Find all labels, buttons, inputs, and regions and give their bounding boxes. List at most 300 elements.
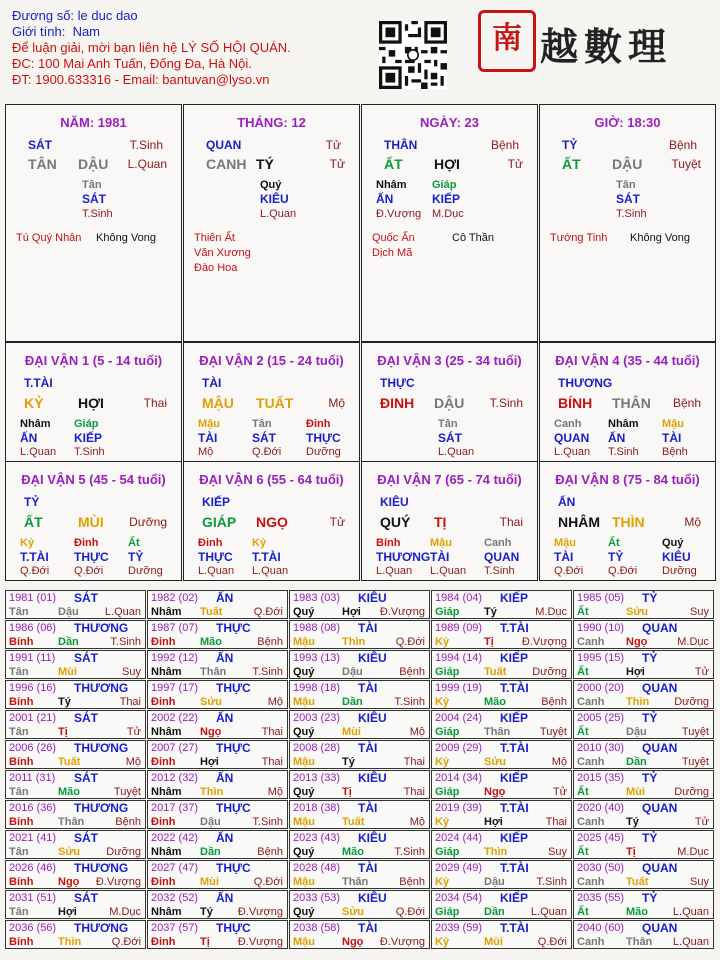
pillar-3 <box>539 104 716 342</box>
heavenly-stem: Bính <box>9 636 34 648</box>
ten-god-label: TỶ <box>642 771 658 785</box>
year-label: 1985 (05) <box>577 592 625 604</box>
ten-god-label: SÁT <box>28 138 52 152</box>
earthly-branch: Sửu <box>342 906 365 918</box>
life-stage: Bệnh <box>257 636 283 648</box>
year-cell[interactable] <box>5 770 146 799</box>
year-label: 2002 (22) <box>151 712 199 724</box>
year-cell[interactable] <box>5 650 146 679</box>
ten-god-label: ẤN <box>216 831 234 845</box>
dai-van-title: ĐẠI VẬN 3 (25 - 34 tuổi) <box>377 353 522 368</box>
hidden-god: KIẾP <box>432 192 461 206</box>
year-cell[interactable] <box>289 620 430 649</box>
earthly-branch: Ngọ <box>342 936 364 948</box>
dai-van-3 <box>361 342 538 462</box>
ten-god-label: THƯƠNG <box>558 376 613 390</box>
year-label: 2032 (52) <box>151 892 199 904</box>
ten-god-label: QUAN <box>206 138 242 152</box>
ten-god-label: T.TÀI <box>500 681 529 695</box>
heavenly-stem: Tân <box>9 666 29 678</box>
hidden-god: THỰC <box>306 431 341 445</box>
life-stage: T.Sinh <box>252 666 283 678</box>
year-cell[interactable] <box>431 890 572 919</box>
year-label: 2039 (59) <box>435 922 483 934</box>
life-stage: Dưỡng <box>106 846 141 858</box>
earthly-branch: Hợi <box>200 756 219 768</box>
heavenly-stem: Ất <box>577 786 589 798</box>
hidden-stem: Tân <box>252 418 272 430</box>
year-label: 2005 (25) <box>577 712 625 724</box>
year-label: 1996 (16) <box>9 682 57 694</box>
year-cell[interactable] <box>431 920 572 949</box>
life-stage: Tử <box>694 666 709 678</box>
heavenly-stem: Canh <box>577 816 605 828</box>
earthly-branch: Hợi <box>626 666 645 678</box>
earthly-branch: Tuất <box>626 876 649 888</box>
annual-luck-table <box>5 590 714 952</box>
star-left: Quốc Ấn <box>372 232 415 244</box>
year-cell[interactable] <box>5 680 146 709</box>
year-label: 2026 (46) <box>9 862 57 874</box>
ten-god-label: THƯƠNG <box>74 741 129 755</box>
year-label: 1983 (03) <box>293 592 341 604</box>
hidden-stem: Kỷ <box>252 537 267 549</box>
ten-god-label: QUAN <box>642 681 678 695</box>
ten-god-label: ẤN <box>216 711 234 725</box>
heavenly-stem: Canh <box>577 756 605 768</box>
name-value: le duc dao <box>77 8 138 23</box>
earthly-branch: Tị <box>200 936 210 948</box>
hidden-god: QUAN <box>554 431 590 445</box>
heavenly-stem: Nhâm <box>151 666 182 678</box>
heavenly-stem: Giáp <box>435 786 460 798</box>
year-cell[interactable] <box>5 830 146 859</box>
hidden-stem: Mậu <box>554 537 576 549</box>
ten-god-label: QUAN <box>642 621 678 635</box>
hidden-stem: Nhâm <box>608 418 639 430</box>
year-label: 2001 (21) <box>9 712 57 724</box>
hidden-god: ẤN <box>376 192 394 206</box>
life-stage: Đ.Vượng <box>379 936 425 948</box>
year-cell[interactable] <box>431 590 572 619</box>
ten-god-label: THƯƠNG <box>74 861 129 875</box>
life-stage: Tuyệt <box>681 726 709 738</box>
life-stage: Tử <box>694 816 709 828</box>
star-left: Tú Quý Nhân <box>16 232 82 244</box>
hidden-stem: Quý <box>662 537 684 549</box>
ten-god-label: THỰC <box>216 741 251 755</box>
dai-van-6 <box>183 461 360 581</box>
ten-god-label: SÁT <box>74 591 98 605</box>
year-cell[interactable] <box>147 800 288 829</box>
ten-god-label: KIÊU <box>380 495 409 509</box>
earthly-branch: Ngọ <box>58 876 80 888</box>
year-label: 1984 (04) <box>435 592 483 604</box>
earthly-branch: Sửu <box>484 756 507 768</box>
earthly-branch: Ngọ <box>626 636 648 648</box>
heavenly-stem: Giáp <box>435 846 460 858</box>
hidden-stage: Bệnh <box>662 446 688 458</box>
ten-god-label: KIÊU <box>358 831 387 845</box>
year-cell[interactable] <box>5 920 146 949</box>
ten-god-label: T.TÀI <box>500 621 529 635</box>
ten-god-label: THỰC <box>380 376 415 390</box>
year-cell[interactable] <box>147 770 288 799</box>
earthly-branch: Thân <box>484 726 511 738</box>
ten-god-label: THỰC <box>216 801 251 815</box>
year-label: 2024 (44) <box>435 832 483 844</box>
dai-van-7 <box>361 461 538 581</box>
year-label: 2036 (56) <box>9 922 57 934</box>
life-stage: Tuyệt <box>681 756 709 768</box>
life-stage: Suy <box>690 606 709 618</box>
year-label: 2035 (55) <box>577 892 625 904</box>
year-cell[interactable] <box>147 920 288 949</box>
dai-van-title: ĐẠI VẬN 7 (65 - 74 tuổi) <box>377 472 522 487</box>
life-stage: L.Quan <box>672 936 709 948</box>
earthly-branch: Tuất <box>200 606 223 618</box>
year-label: 2012 (32) <box>151 772 199 784</box>
heavenly-stem: QUÝ <box>380 514 411 530</box>
heavenly-stem: Canh <box>577 936 605 948</box>
heavenly-stem: Đinh <box>151 936 176 948</box>
life-stage: Bệnh <box>541 696 567 708</box>
heavenly-stem: TÂN <box>28 156 57 172</box>
earthly-branch: Sửu <box>58 846 81 858</box>
year-label: 2009 (29) <box>435 742 483 754</box>
life-stage: Mộ <box>267 696 283 708</box>
year-cell[interactable] <box>5 620 146 649</box>
hidden-stage: Dưỡng <box>128 565 163 577</box>
hidden-stem: Nhâm <box>376 179 407 191</box>
ten-god-label: KIẾP <box>500 771 529 785</box>
year-cell[interactable] <box>5 590 146 619</box>
ten-god-label: THƯƠNG <box>74 681 129 695</box>
year-cell[interactable] <box>289 740 430 769</box>
year-cell[interactable] <box>147 680 288 709</box>
hidden-stage: Đ.Vượng <box>376 208 422 220</box>
year-cell[interactable] <box>147 650 288 679</box>
year-label: 2037 (57) <box>151 922 199 934</box>
year-cell[interactable] <box>573 590 714 619</box>
year-cell[interactable] <box>5 890 146 919</box>
ten-god-label: KIÊU <box>358 711 387 725</box>
ten-god-label: TỶ <box>24 495 40 509</box>
year-cell[interactable] <box>431 740 572 769</box>
earthly-branch: Thân <box>58 816 85 828</box>
year-cell[interactable] <box>289 920 430 949</box>
heavenly-stem: Nhâm <box>151 906 182 918</box>
hidden-stem: Tân <box>82 179 102 191</box>
heavenly-stem: Đinh <box>151 876 176 888</box>
year-cell[interactable] <box>147 590 288 619</box>
earthly-branch: Dần <box>342 696 363 708</box>
year-cell[interactable] <box>573 740 714 769</box>
hidden-god: TÀI <box>554 550 574 564</box>
hidden-god: THỰC <box>198 550 233 564</box>
heavenly-stem: BÍNH <box>558 395 593 411</box>
year-label: 1987 (07) <box>151 622 199 634</box>
stage-top: Bệnh <box>668 138 697 152</box>
year-cell[interactable] <box>573 620 714 649</box>
ten-god-label: THƯƠNG <box>74 801 129 815</box>
earthly-branch: Dậu <box>484 876 505 888</box>
life-stage: Dưỡng <box>674 786 709 798</box>
earthly-branch: Mùi <box>200 876 219 888</box>
earthly-branch: TUẤT <box>256 395 294 411</box>
address-line: ĐC: 100 Mai Anh Tuấn, Đống Đa, Hà Nội. <box>12 56 252 71</box>
heavenly-stem: Nhâm <box>151 786 182 798</box>
qr-code-icon[interactable] <box>379 21 447 89</box>
year-cell[interactable] <box>289 590 430 619</box>
year-cell[interactable] <box>573 800 714 829</box>
year-cell[interactable] <box>289 860 430 889</box>
earthly-branch: Thìn <box>342 636 366 648</box>
phone-line[interactable]: ĐT: 1900.633316 - Email: bantuvan@lyso.vn <box>12 72 270 87</box>
year-cell[interactable] <box>431 650 572 679</box>
heavenly-stem: Ất <box>577 846 589 858</box>
star-left: Tướng Tinh <box>550 232 608 244</box>
heavenly-stem: Mậu <box>293 816 315 828</box>
year-cell[interactable] <box>5 740 146 769</box>
hidden-stage: Q.Đới <box>554 565 584 577</box>
ten-god-label: KIÊU <box>358 771 387 785</box>
year-cell[interactable] <box>147 860 288 889</box>
life-stage: Mộ <box>267 786 283 798</box>
year-cell[interactable] <box>573 650 714 679</box>
life-stage: Thai <box>261 726 283 738</box>
year-label: 1986 (06) <box>9 622 57 634</box>
year-cell[interactable] <box>431 860 572 889</box>
year-cell[interactable] <box>289 680 430 709</box>
year-cell[interactable] <box>147 620 288 649</box>
ten-god-label: THỰC <box>216 681 251 695</box>
year-cell[interactable] <box>573 860 714 889</box>
year-cell[interactable] <box>573 680 714 709</box>
earthly-branch: Mão <box>484 696 506 708</box>
heavenly-stem: Quý <box>293 846 315 858</box>
stage-top: Bệnh <box>490 138 519 152</box>
year-cell[interactable] <box>431 800 572 829</box>
year-cell[interactable] <box>5 800 146 829</box>
hidden-god: TÀI <box>430 550 450 564</box>
ten-god-label: KIÊU <box>358 591 387 605</box>
hidden-god: TÀI <box>662 431 682 445</box>
heavenly-stem: Nhâm <box>151 606 182 618</box>
dai-van-title: ĐẠI VẬN 4 (35 - 44 tuổi) <box>555 353 700 368</box>
life-stage: Tuyệt <box>113 786 141 798</box>
heavenly-stem: Kỷ <box>435 936 450 948</box>
ten-god-label: QUAN <box>642 801 678 815</box>
year-cell[interactable] <box>573 830 714 859</box>
heavenly-stem: Ất <box>577 726 589 738</box>
heavenly-stem: Giáp <box>435 606 460 618</box>
year-cell[interactable] <box>147 890 288 919</box>
earthly-branch: Ngọ <box>200 726 222 738</box>
year-cell[interactable] <box>289 770 430 799</box>
life-stage: T.Sinh <box>489 396 523 410</box>
year-label: 1994 (14) <box>435 652 483 664</box>
year-cell[interactable] <box>5 860 146 889</box>
earthly-branch: Dậu <box>58 606 79 618</box>
year-label: 2020 (40) <box>577 802 625 814</box>
year-label: 1982 (02) <box>151 592 199 604</box>
year-label: 2023 (43) <box>293 832 341 844</box>
earthly-branch: Dậu <box>200 816 221 828</box>
earthly-branch: Tý <box>626 816 639 828</box>
life-stage: T.Sinh <box>394 696 425 708</box>
heavenly-stem: Quý <box>293 786 315 798</box>
pillar-1 <box>183 104 360 342</box>
year-cell[interactable] <box>431 680 572 709</box>
year-cell[interactable] <box>147 830 288 859</box>
hidden-god: SÁT <box>438 431 462 445</box>
earthly-branch: HỢI <box>78 395 104 411</box>
heavenly-stem: Giáp <box>435 666 460 678</box>
life-stage: T.Sinh <box>536 876 567 888</box>
year-label: 2016 (36) <box>9 802 57 814</box>
heavenly-stem: CANH <box>206 156 247 172</box>
ten-god-label: TÀI <box>358 801 378 815</box>
year-cell[interactable] <box>431 620 572 649</box>
heavenly-stem: Tân <box>9 786 29 798</box>
life-stage: Mộ <box>409 726 425 738</box>
life-stage: M.Dục <box>535 606 567 618</box>
year-cell[interactable] <box>289 800 430 829</box>
heavenly-stem: Canh <box>577 636 605 648</box>
ten-god-label: KIẾP <box>202 495 231 509</box>
life-stage: Thai <box>403 786 425 798</box>
stage-top: Tử <box>325 138 341 152</box>
earthly-branch: Dậu <box>626 726 647 738</box>
star-left: Văn Xương <box>194 247 251 259</box>
life-stage: Mộ <box>684 515 701 529</box>
dai-van-title: ĐẠI VẬN 6 (55 - 64 tuổi) <box>199 472 344 487</box>
earthly-branch: Tý <box>484 606 497 618</box>
pillar-title: NĂM: 1981 <box>60 115 127 130</box>
hidden-stage: T.Sinh <box>608 446 639 458</box>
earthly-branch: THÌN <box>612 514 645 530</box>
life-stage: Thai <box>403 756 425 768</box>
life-stage: Q.Đới <box>395 636 425 648</box>
hidden-stem: Đinh <box>306 418 331 430</box>
life-stage: T.Sinh <box>394 846 425 858</box>
year-label: 1988 (08) <box>293 622 341 634</box>
ten-god-label: TỶ <box>642 651 658 665</box>
year-label: 2033 (53) <box>293 892 341 904</box>
heavenly-stem: Quý <box>293 666 315 678</box>
hidden-stage: L.Quan <box>260 208 297 220</box>
hidden-god: SÁT <box>82 192 106 206</box>
heavenly-stem: Đinh <box>151 756 176 768</box>
year-cell[interactable] <box>289 710 430 739</box>
life-stage: Đ.Vượng <box>521 636 567 648</box>
ten-god-label: TÀI <box>358 921 378 935</box>
year-cell[interactable] <box>289 650 430 679</box>
year-cell[interactable] <box>5 710 146 739</box>
ten-god-label: TÀI <box>358 741 378 755</box>
earthly-branch: Tị <box>58 726 68 738</box>
life-stage: Đ.Vượng <box>237 936 283 948</box>
ten-god-label: ẤN <box>558 495 576 509</box>
year-cell[interactable] <box>573 920 714 949</box>
heavenly-stem: Ất <box>577 906 589 918</box>
year-cell[interactable] <box>573 710 714 739</box>
year-label: 1990 (10) <box>577 622 625 634</box>
life-stage: Dưỡng <box>532 666 567 678</box>
year-label: 2029 (49) <box>435 862 483 874</box>
ten-god-label: KIÊU <box>358 891 387 905</box>
heavenly-stem: Nhâm <box>151 726 182 738</box>
hidden-god: THƯƠNG <box>376 550 431 564</box>
earthly-branch: Tị <box>484 636 494 648</box>
life-stage: M.Dục <box>677 636 709 648</box>
year-cell[interactable] <box>573 890 714 919</box>
ten-god-label: KIẾP <box>500 831 529 845</box>
life-stage: Mộ <box>125 756 141 768</box>
hidden-stage: Q.Đới <box>20 565 50 577</box>
year-cell[interactable] <box>147 740 288 769</box>
ten-god-label: KIẾP <box>500 891 529 905</box>
life-stage: Bệnh <box>257 846 283 858</box>
pillar-0 <box>5 104 182 342</box>
life-stage: Dưỡng <box>129 515 167 529</box>
life-stage: Bệnh <box>672 396 701 410</box>
ten-god-label: ẤN <box>216 771 234 785</box>
ten-god-label: THÂN <box>384 138 418 152</box>
heavenly-stem: Mậu <box>293 636 315 648</box>
heavenly-stem: Bính <box>9 936 34 948</box>
hidden-stage: T.Sinh <box>616 208 647 220</box>
ten-god-label: T.TÀI <box>500 741 529 755</box>
year-cell[interactable] <box>289 890 430 919</box>
hidden-stage: L.Quan <box>252 565 289 577</box>
ten-god-label: ẤN <box>216 891 234 905</box>
heavenly-stem: Kỷ <box>435 816 450 828</box>
year-cell[interactable] <box>289 830 430 859</box>
year-cell[interactable] <box>573 770 714 799</box>
life-stage: L.Quan <box>672 906 709 918</box>
earthly-branch: Tuất <box>58 756 81 768</box>
hidden-stage: T.Sinh <box>82 208 113 220</box>
heavenly-stem: Đinh <box>151 636 176 648</box>
star-left: Đào Hoa <box>194 262 238 274</box>
hidden-stage: Dưỡng <box>306 446 341 458</box>
hidden-god: KIẾP <box>74 431 103 445</box>
hidden-stage: Q.Đới <box>252 446 282 458</box>
life-stage: Suy <box>548 846 567 858</box>
life-stage: Mộ <box>328 396 345 410</box>
life-stage: Mộ <box>551 756 567 768</box>
hidden-stem: Đinh <box>74 537 99 549</box>
heavenly-stem: Mậu <box>293 756 315 768</box>
year-cell[interactable] <box>431 710 572 739</box>
year-label: 2018 (38) <box>293 802 341 814</box>
earthly-branch: Thìn <box>626 696 650 708</box>
life-stage: Tử <box>329 157 345 171</box>
year-cell[interactable] <box>431 830 572 859</box>
life-stage: Suy <box>690 876 709 888</box>
hidden-stage: Mộ <box>198 446 214 458</box>
heavenly-stem: KỶ <box>24 395 44 411</box>
pillar-grid <box>5 104 714 582</box>
ten-god-label: KIẾP <box>500 651 529 665</box>
year-cell[interactable] <box>431 770 572 799</box>
year-cell[interactable] <box>147 710 288 739</box>
stage-top: T.Sinh <box>129 138 163 152</box>
life-stage: T.Sinh <box>110 636 141 648</box>
heavenly-stem: NHÂM <box>558 514 600 530</box>
